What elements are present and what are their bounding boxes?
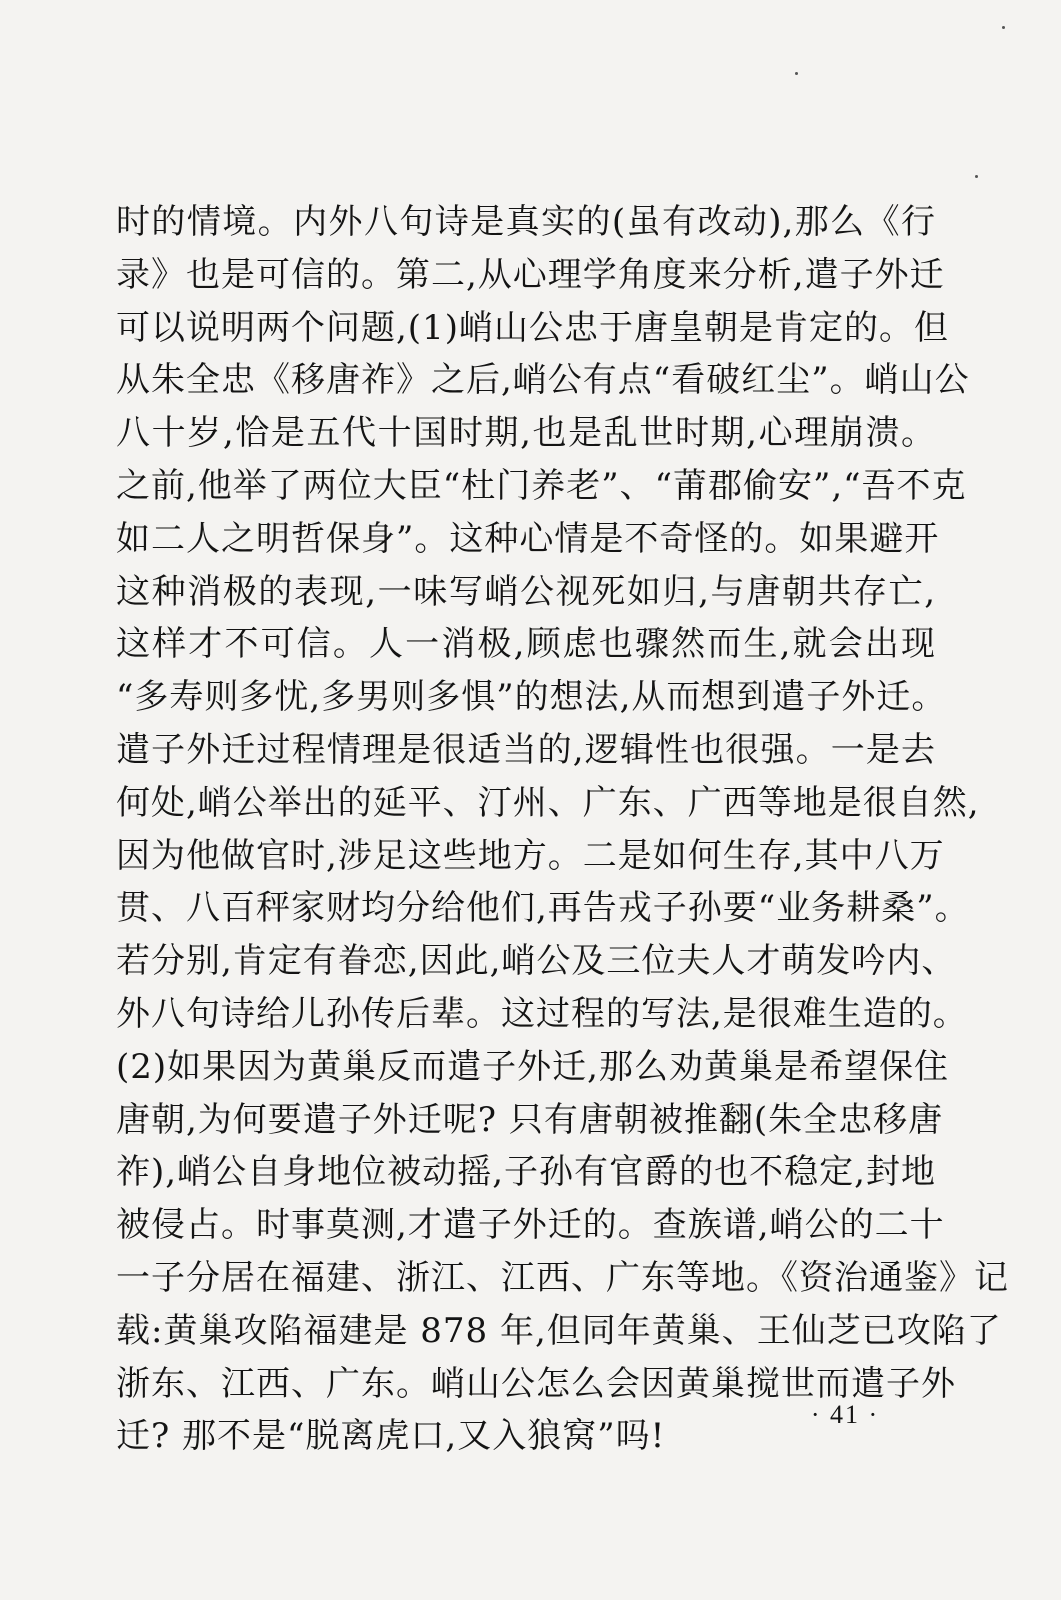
text-line: 唐朝,为何要遣子外迁呢? 只有唐朝被推翻(朱全忠移唐: [116, 1099, 944, 1140]
text-line: 八十岁,恰是五代十国时期,也是乱世时期,心理崩溃。: [116, 413, 936, 454]
text-line: 载:黄巢攻陷福建是 878 年,但同年黄巢、王仙芝已攻陷了: [116, 1310, 1002, 1351]
scan-speck: [1002, 26, 1005, 29]
text-line: (2)如果因为黄巢反而遣子外迁,那么劝黄巢是希望保住: [116, 1046, 949, 1087]
text-line: 祚),峭公自身地位被动摇,子孙有官爵的也不稳定,封地: [116, 1152, 936, 1193]
text-line: 迁? 那不是“脱离虎口,又入狼窝”吗!: [116, 1416, 666, 1457]
text-line: 被侵占。时事莫测,才遣子外迁的。查族谱,峭公的二十: [116, 1205, 945, 1246]
text-line: 若分别,肯定有眷恋,因此,峭公及三位夫人才萌发吟内、: [116, 941, 957, 982]
text-line: 何处,峭公举出的延平、汀州、广东、广西等地是很自然,: [116, 782, 980, 823]
text-line: 录》也是可信的。第二,从心理学角度来分析,遣子外迁: [116, 254, 945, 295]
scan-speck: [795, 72, 798, 75]
text-line: 外八句诗给儿孙传后辈。这过程的写法,是很难生造的。: [116, 993, 968, 1034]
scan-speck: [975, 175, 978, 178]
text-line: 因为他做官时,涉足这些地方。二是如何生存,其中八万: [116, 835, 945, 876]
text-line: 之前,他举了两位大臣“杜门养老”、“莆郡偷安”,“吾不克: [116, 465, 967, 506]
text-line: 一子分居在福建、浙江、江西、广东等地。《资治通鉴》记: [116, 1257, 1009, 1298]
body-text: [116, 196, 1009, 1463]
text-line: 如二人之明哲保身”。这种心情是不奇怪的。如果避开: [116, 518, 940, 559]
text-line: 浙东、江西、广东。峭山公怎么会因黄巢搅世而遣子外: [116, 1363, 956, 1404]
text-line: 时的情境。内外八句诗是真实的(虽有改动),那么《行: [116, 202, 936, 242]
text-line: 从朱全忠《移唐祚》之后,峭公有点“看破红尘”。峭山公: [116, 360, 970, 401]
page-number: · 41 ·: [810, 1400, 880, 1429]
text-line: 这种消极的表现,一味写峭公视死如归,与唐朝共存亡,: [116, 571, 936, 612]
text-line: 贯、八百秤家财均分给他们,再告戎子孙要“业务耕桑”。: [116, 888, 970, 929]
text-line: 这样才不可信。人一消极,顾虑也骤然而生,就会出现: [116, 624, 936, 665]
text-line: 可以说明两个问题,(1)峭山公忠于唐皇朝是肯定的。但: [116, 307, 949, 348]
text-line: 遣子外迁过程情理是很适当的,逻辑性也很强。一是去: [116, 729, 936, 770]
text-line: “多寿则多忧,多男则多惧”的想法,从而想到遣子外迁。: [116, 677, 947, 718]
